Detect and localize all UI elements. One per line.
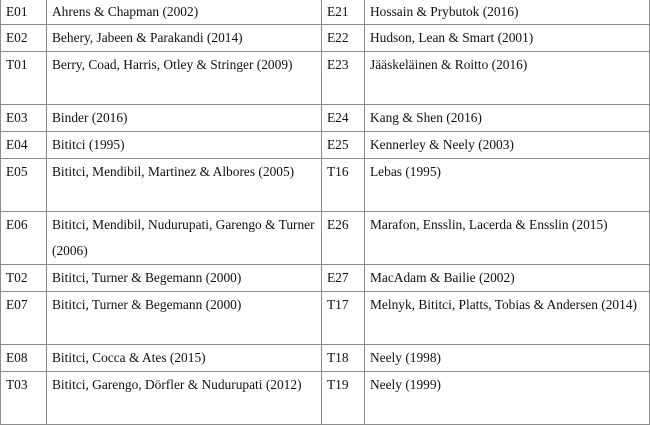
left-code-cell: T03 [1,372,47,425]
left-code-cell: E08 [1,345,47,372]
left-code-cell: T02 [1,265,47,292]
left-code-cell: E03 [1,105,47,132]
right-code-cell: E21 [322,0,365,25]
left-reference-cell: Bititci, Mendibil, Martinez & Albores (2005) [47,159,322,212]
right-code-cell: T19 [322,372,365,425]
right-reference-cell: Melnyk, Bititci, Platts, Tobias & Andersen (2014) [365,292,650,345]
table-row [1,372,650,425]
table-row [1,0,650,25]
right-code-cell: E23 [322,52,365,105]
left-reference-cell: Bititci, Turner & Begemann (2000) [47,265,322,292]
left-reference-cell: Binder (2016) [47,105,322,132]
right-code-cell: T17 [322,292,365,345]
right-reference-cell: Neely (1999) [365,372,650,425]
right-reference-cell: Kang & Shen (2016) [365,105,650,132]
table-row [1,105,650,132]
left-code-cell: E06 [1,212,47,265]
left-reference-cell: Bititci, Garengo, Dörfler & Nudurupati (2012) [47,372,322,425]
right-code-cell: T16 [322,159,365,212]
left-reference-cell: Ahrens & Chapman (2002) [47,0,322,25]
right-code-cell: E24 [322,105,365,132]
right-reference-cell: Hudson, Lean & Smart (2001) [365,25,650,52]
left-code-cell: E05 [1,159,47,212]
right-reference-cell: Marafon, Ensslin, Lacerda & Ensslin (2015) [365,212,650,265]
left-code-cell: E07 [1,292,47,345]
right-reference-cell: Lebas (1995) [365,159,650,212]
right-reference-cell: Neely (1998) [365,345,650,372]
right-reference-cell: Hossain & Prybutok (2016) [365,0,650,25]
table-row [1,345,650,372]
table-row [1,52,650,105]
left-code-cell: T01 [1,52,47,105]
left-reference-cell: Behery, Jabeen & Parakandi (2014) [47,25,322,52]
right-code-cell: E25 [322,132,365,159]
right-reference-cell: Jääskeläinen & Roitto (2016) [365,52,650,105]
left-reference-cell: Bititci, Mendibil, Nudurupati, Garengo & Turner (2006) [47,212,322,265]
right-code-cell: E22 [322,25,365,52]
left-reference-cell: Bititci, Cocca & Ates (2015) [47,345,322,372]
left-code-cell: E04 [1,132,47,159]
left-code-cell: E01 [1,0,47,25]
right-reference-cell: Kennerley & Neely (2003) [365,132,650,159]
right-code-cell: T18 [322,345,365,372]
table-row [1,292,650,345]
right-code-cell: E26 [322,212,365,265]
table-row [1,25,650,52]
table-row [1,132,650,159]
table-row [1,212,650,265]
left-reference-cell: Bititci, Turner & Begemann (2000) [47,292,322,345]
table-row [1,159,650,212]
left-reference-cell: Bititci (1995) [47,132,322,159]
table-row [1,265,650,292]
left-code-cell: E02 [1,25,47,52]
right-reference-cell: MacAdam & Bailie (2002) [365,265,650,292]
left-reference-cell: Berry, Coad, Harris, Otley & Stringer (2009) [47,52,322,105]
right-code-cell: E27 [322,265,365,292]
